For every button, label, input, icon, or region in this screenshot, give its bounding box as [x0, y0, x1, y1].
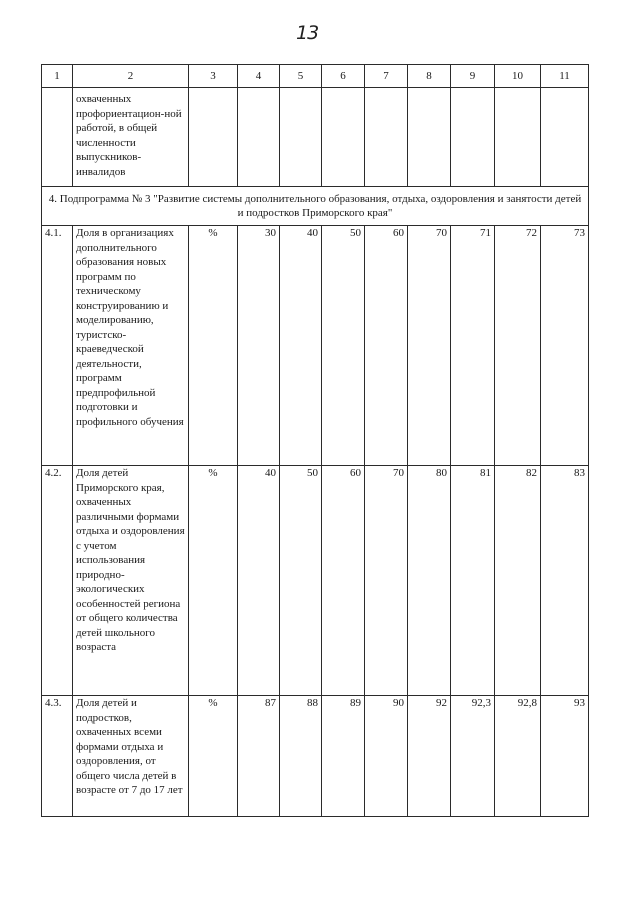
- value-cell: 50: [322, 226, 365, 466]
- value-cell: 92,3: [451, 696, 495, 817]
- indicator-cell: охваченных профориентацион-ной работой, в общей численности выпускников-инвалидов: [73, 88, 189, 187]
- code-cell: [42, 88, 73, 187]
- value-cell: [365, 88, 408, 187]
- value-cell: 89: [322, 696, 365, 817]
- value-cell: 72: [495, 226, 541, 466]
- column-number: 9: [451, 65, 495, 88]
- value-cell: 82: [495, 466, 541, 696]
- value-cell: 71: [451, 226, 495, 466]
- column-number: 2: [73, 65, 189, 88]
- value-cell: 92: [408, 696, 451, 817]
- unit-cell: %: [189, 466, 238, 696]
- value-cell: 83: [541, 466, 589, 696]
- column-number: 6: [322, 65, 365, 88]
- value-cell: 92,8: [495, 696, 541, 817]
- column-numbers-row: [42, 65, 589, 88]
- unit-cell: %: [189, 696, 238, 817]
- value-cell: [451, 88, 495, 187]
- value-cell: 70: [408, 226, 451, 466]
- code-cell: 4.1.: [42, 226, 73, 466]
- column-number: 5: [280, 65, 322, 88]
- value-cell: 60: [322, 466, 365, 696]
- value-cell: 30: [238, 226, 280, 466]
- value-cell: 81: [451, 466, 495, 696]
- unit-cell: [189, 88, 238, 187]
- value-cell: [541, 88, 589, 187]
- value-cell: 87: [238, 696, 280, 817]
- indicator-cell: Доля в организациях дополнительного образования новых программ по техническому конструированию и моделированию, туристско-краеведческой деятельности, программ предпрофильной подготовки и профильного обучения: [73, 226, 189, 466]
- value-cell: [280, 88, 322, 187]
- table-row: [42, 226, 589, 466]
- column-number: 11: [541, 65, 589, 88]
- column-number: 4: [238, 65, 280, 88]
- indicators-table: [41, 64, 589, 817]
- section-header-row: [42, 187, 589, 226]
- indicator-cell: Доля детей Приморского края, охваченных различными формами отдыха и оздоровления с учетом использования природно-экологических особенностей региона от общего количества детей школьного возраста: [73, 466, 189, 696]
- value-cell: 40: [280, 226, 322, 466]
- value-cell: 88: [280, 696, 322, 817]
- page-number: 13: [296, 22, 319, 44]
- value-cell: 40: [238, 466, 280, 696]
- code-cell: 4.3.: [42, 696, 73, 817]
- value-cell: 60: [365, 226, 408, 466]
- column-number: 10: [495, 65, 541, 88]
- value-cell: 93: [541, 696, 589, 817]
- value-cell: [322, 88, 365, 187]
- value-cell: [408, 88, 451, 187]
- column-number: 3: [189, 65, 238, 88]
- value-cell: 73: [541, 226, 589, 466]
- table-row: [42, 696, 589, 817]
- table-row: [42, 466, 589, 696]
- value-cell: 70: [365, 466, 408, 696]
- code-cell: 4.2.: [42, 466, 73, 696]
- section-title: 4. Подпрограмма № 3 "Развитие системы дополнительного образования, отдыха, оздоровления и занятости детей и подростков Приморского края": [42, 187, 589, 226]
- value-cell: [238, 88, 280, 187]
- value-cell: 90: [365, 696, 408, 817]
- value-cell: [495, 88, 541, 187]
- table-row: [42, 88, 589, 187]
- column-number: 7: [365, 65, 408, 88]
- indicator-cell: Доля детей и подростков, охваченных всеми формами отдыха и оздоровления, от общего числа детей в возрасте от 7 до 17 лет: [73, 696, 189, 817]
- unit-cell: %: [189, 226, 238, 466]
- column-number: 8: [408, 65, 451, 88]
- column-number: 1: [42, 65, 73, 88]
- value-cell: 50: [280, 466, 322, 696]
- value-cell: 80: [408, 466, 451, 696]
